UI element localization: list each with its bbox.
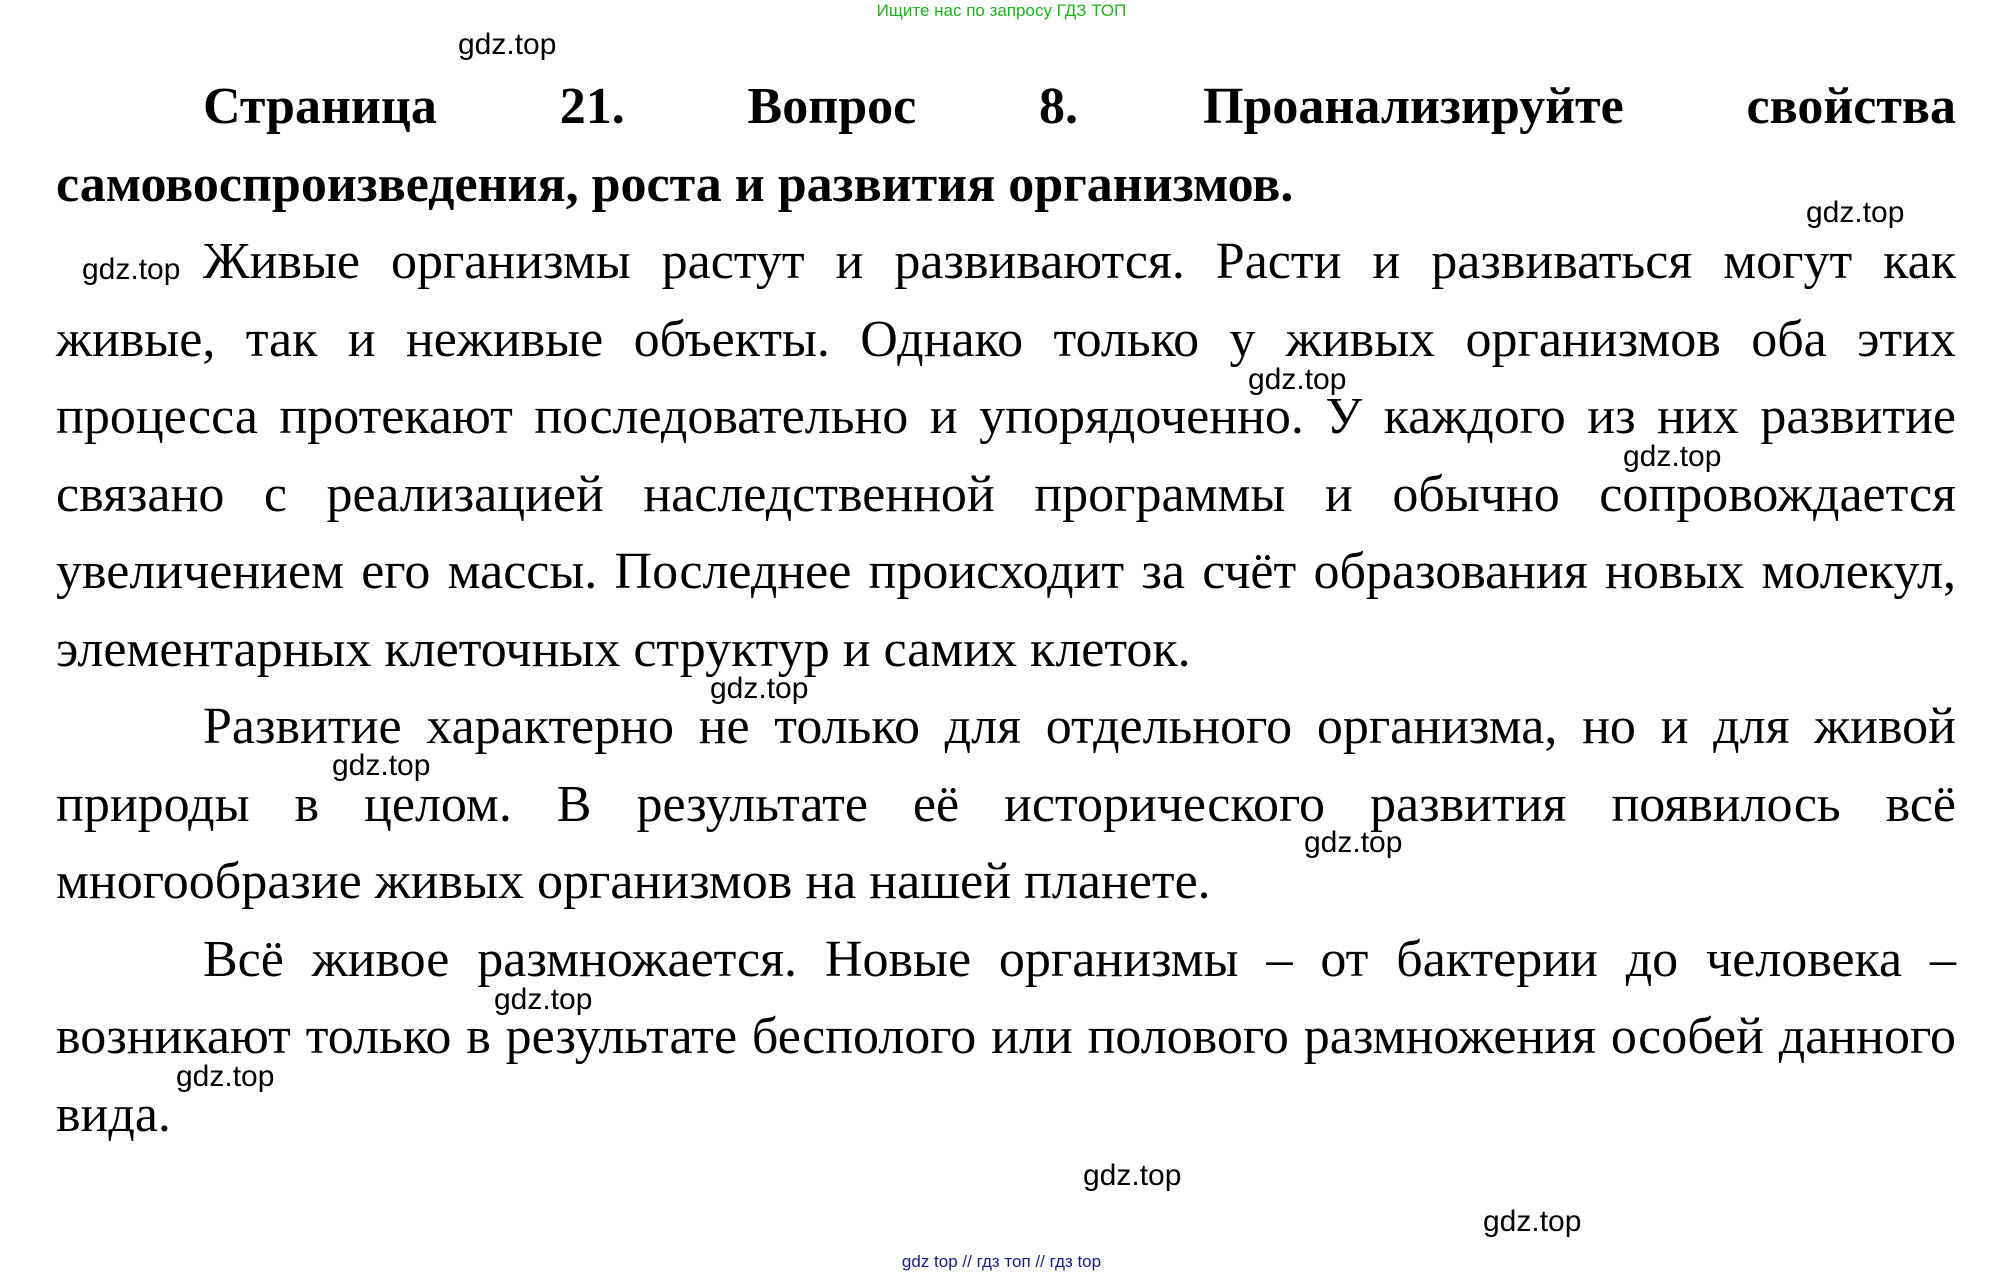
footer-watermark: gdz top // гдз топ // гдз top <box>901 1252 1102 1271</box>
watermark: gdz.top <box>1304 826 1403 859</box>
question-label: Страница 21. Вопрос 8. <box>203 78 1079 135</box>
watermark: gdz.top <box>1248 363 1347 396</box>
watermark: gdz.top <box>1483 1205 1582 1238</box>
question-heading <box>56 68 1956 223</box>
watermark: gdz.top <box>176 1060 275 1093</box>
watermark: gdz.top <box>458 28 557 61</box>
watermark: gdz.top <box>1623 440 1722 473</box>
document-body <box>56 68 1956 1153</box>
answer-paragraph-2: Развитие характерно не только для отдельного организма, но и для живой природы в целом. В результате её исторического развития появилось всё многообразие живых организмов на нашей планете. <box>56 698 1956 910</box>
watermark: gdz.top <box>494 983 593 1016</box>
question-text: Проанализируйте свойства самовоспроизведения, роста и развития организмов. <box>56 78 1956 213</box>
answer-paragraph-1: Живые организмы растут и развиваются. Расти и развиваться могут как живые, так и неживые объекты. Однако только у живых организмов оба этих процесса протекают последовательно и упорядоченно. У каждого из них развитие связано с реализацией наследственной программы и обычно сопровождается увеличением его массы. Последнее происходит за счёт образования новых молекул, элементарных клеточных структур и самих клеток. <box>56 233 1956 678</box>
watermark: gdz.top <box>1806 196 1905 229</box>
watermark: gdz.top <box>1083 1159 1182 1192</box>
top-banner: Ищите нас по запросу ГДЗ ТОП <box>876 1 1127 20</box>
watermark: gdz.top <box>710 672 809 705</box>
watermark: gdz.top <box>332 749 431 782</box>
watermark: gdz.top <box>82 253 181 286</box>
answer-paragraph-3: Всё живое размножается. Новые организмы – от бактерии до человека – возникают только в результате бесполого или полового размножения особей данного вида. <box>56 930 1956 1143</box>
